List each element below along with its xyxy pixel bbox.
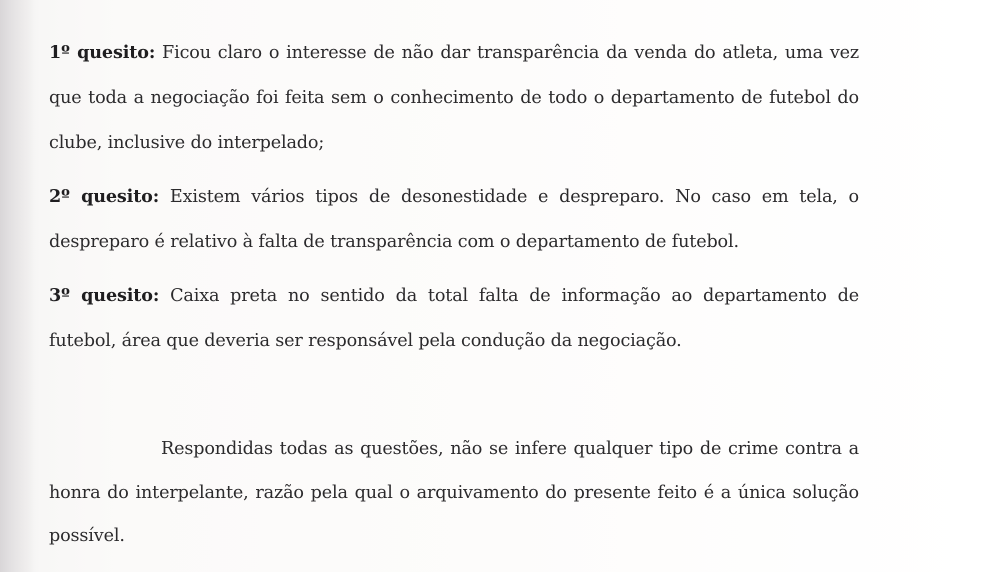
- quesito-2-paragraph: [49, 174, 859, 265]
- quesito-2-text: Existem vários tipos de desonestidade e despreparo. No caso em tela, o despreparo é relativo à falta de transparência com o departamento de futebol.: [49, 187, 859, 252]
- document-body: [49, 30, 859, 559]
- quesito-3-label: 3º quesito:: [49, 285, 160, 306]
- quesito-3-paragraph: [49, 273, 859, 364]
- quesito-1-paragraph: [49, 30, 859, 166]
- paragraph-spacer: [49, 364, 859, 428]
- quesito-2-label: 2º quesito:: [49, 186, 160, 207]
- quesito-3-text: Caixa preta no sentido da total falta de informação ao departamento de futebol, área que deveria ser responsável pela condução da negociação.: [49, 286, 859, 351]
- conclusion-paragraph: Respondidas todas as questões, não se infere qualquer tipo de crime contra a honra do interpelante, razão pela qual o arquivamento do presente feito é a única solução possível.: [49, 439, 859, 546]
- page-shadow-edge: [0, 0, 34, 572]
- quesito-1-label: 1º quesito:: [49, 42, 156, 63]
- quesito-1-text: Ficou claro o interesse de não dar transparência da venda do atleta, uma vez que toda a negociação foi feita sem o conhecimento de todo o departamento de futebol do clube, inclusive do interpelado;: [49, 43, 859, 153]
